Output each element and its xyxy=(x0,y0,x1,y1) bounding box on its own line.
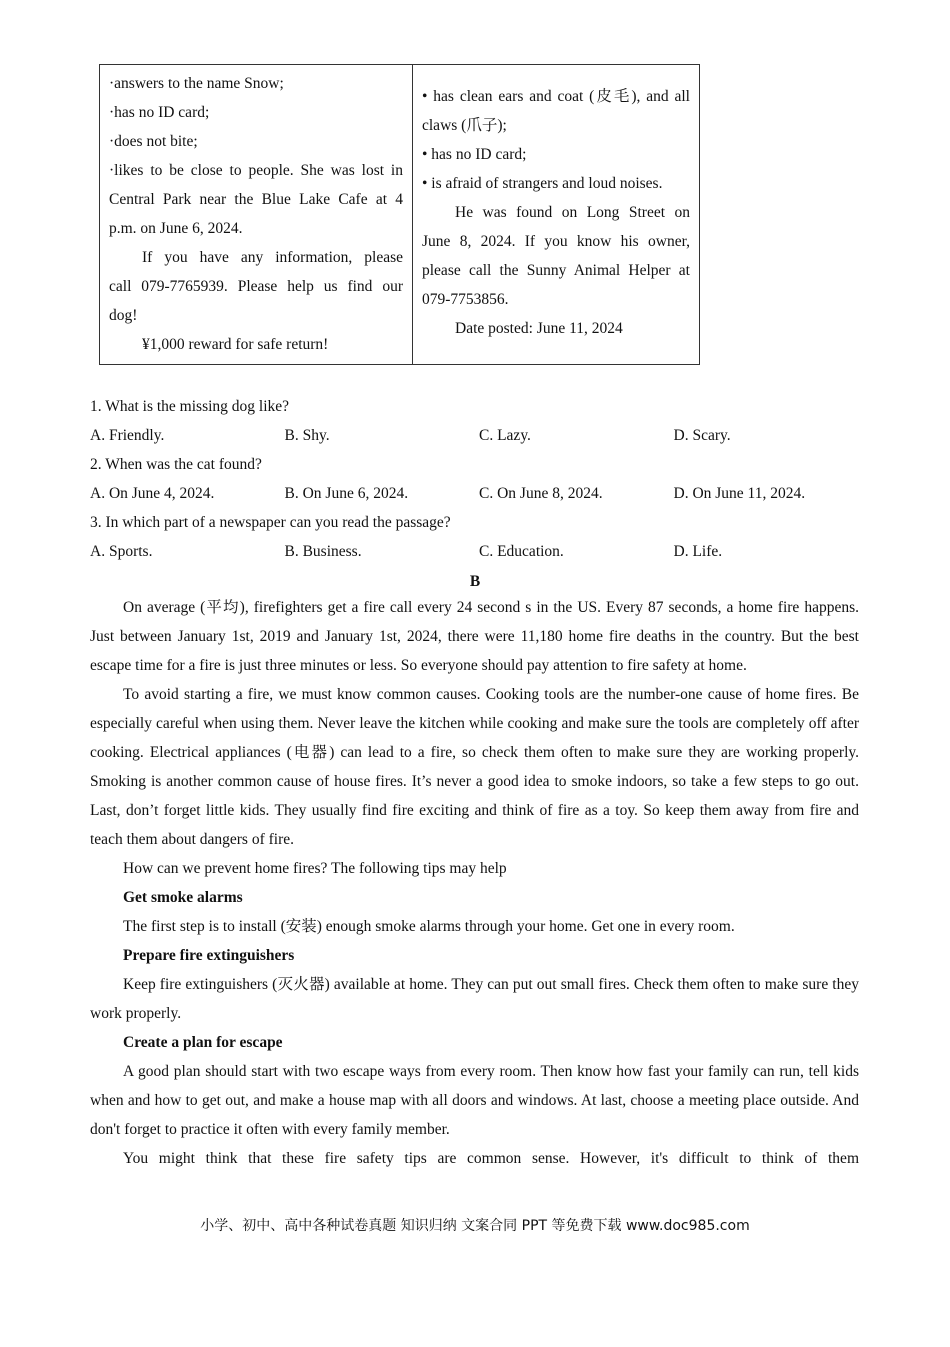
paragraph: To avoid starting a fire, we must know common causes. Cooking tools are the number-one cause of home fires. Be especially careful when using them. Never leave the kitchen while cooking and make sure the tools are completely off after cooking. Electrical appliances (电器) can lead to a fire, so check them often to make sure they are working properly. Smoking is another common cause of house fires. It’s never a good idea to smoke indoors, so take a few steps to go out. Last, don’t forget little kids. They usually find fire exciting and think of fire as a toy. So keep them away from fire and teach them about dangers of fire. xyxy=(90,686,859,848)
option-b: B. Business. xyxy=(284,543,362,560)
notice-line: June 8, 2024. If you know his owner, xyxy=(422,233,690,250)
footer-watermark: 小学、初中、高中各种试卷真题 知识归纳 文案合同 PPT 等免费下载 www.doc985.com xyxy=(200,1218,750,1234)
question-2: 2. When was the cat found? xyxy=(90,456,262,473)
option-c: C. Lazy. xyxy=(479,427,531,444)
question-3: 3. In which part of a newspaper can you read the passage? xyxy=(90,514,451,531)
notice-line: call 079-7765939. Please help us find our xyxy=(109,278,403,295)
found-cat-notice-cell xyxy=(413,65,699,364)
paragraph: You might think that these fire safety tips are common sense. However, it's difficult to think of them xyxy=(123,1150,859,1167)
notice-line: • is afraid of strangers and loud noises. xyxy=(422,175,663,192)
option-d: D. On June 11, 2024. xyxy=(673,485,806,502)
option-b: B. Shy. xyxy=(284,427,330,444)
notice-line: ·does not bite; xyxy=(109,133,198,150)
option-b: B. On June 6, 2024. xyxy=(284,485,409,502)
notice-line: 079-7753856. xyxy=(422,291,509,308)
notice-line: ·answers to the name Snow; xyxy=(109,75,284,92)
notice-line: He was found on Long Street on xyxy=(455,204,690,221)
tip-heading: Prepare fire extinguishers xyxy=(123,947,295,964)
question-1-options xyxy=(90,421,870,450)
paragraph: On average (平均), firefighters get a fire call every 24 second s in the US. Every 87 seconds, a home fire happens. Just between January 1st, 2019 and January 1st, 2024, there were 11,180 home fire deaths in the country. But the best escape time for a fire is just three minutes or less. So everyone should pay attention to fire safety at home. xyxy=(90,599,859,674)
option-d: D. Scary. xyxy=(673,427,731,444)
notice-line: p.m. on June 6, 2024. xyxy=(109,220,243,237)
paragraph: How can we prevent home fires? The following tips may help xyxy=(123,860,507,877)
paragraph: Keep fire extinguishers (灭火器) available at home. They can put out small fires. Check them often to make sure they work properly. xyxy=(90,976,859,1022)
notice-line: please call the Sunny Animal Helper at xyxy=(422,262,690,279)
question-3-options xyxy=(90,537,870,566)
tip-heading: Get smoke alarms xyxy=(123,889,243,906)
notice-line: claws (爪子); xyxy=(422,117,507,134)
notice-line: ·has no ID card; xyxy=(109,104,210,121)
notice-line: ·likes to be close to people. She was lost in xyxy=(109,162,403,179)
lost-found-notice-table xyxy=(99,64,700,365)
section-b-title: B xyxy=(469,573,481,590)
date-posted-line: Date posted: June 11, 2024 xyxy=(455,320,623,337)
lost-dog-notice-cell xyxy=(100,65,413,364)
option-a: A. On June 4, 2024. xyxy=(90,485,215,502)
option-a: A. Sports. xyxy=(90,543,153,560)
question-1: 1. What is the missing dog like? xyxy=(90,398,290,415)
option-d: D. Life. xyxy=(673,543,723,560)
notice-line: • has no ID card; xyxy=(422,146,527,163)
option-c: C. Education. xyxy=(479,543,564,560)
paragraph: The first step is to install (安装) enough smoke alarms through your home. Get one in every room. xyxy=(123,918,735,935)
question-list xyxy=(90,392,870,566)
option-a: A. Friendly. xyxy=(90,427,165,444)
notice-line: • has clean ears and coat (皮毛), and all xyxy=(422,88,690,105)
paragraph: A good plan should start with two escape ways from every room. Then know how fast your family can run, tell kids when and how to get out, and make a house map with all doors and windows. At last, choose a meeting place outside. And don't forget to practice it often with every family member. xyxy=(90,1063,859,1138)
notice-line: If you have any information, please xyxy=(142,249,403,266)
option-c: C. On June 8, 2024. xyxy=(479,485,603,502)
reward-line: ¥1,000 reward for safe return! xyxy=(142,336,329,353)
notice-line: dog! xyxy=(109,307,138,324)
notice-line: Central Park near the Blue Lake Cafe at 4 xyxy=(109,191,403,208)
passage-b xyxy=(90,593,859,1173)
question-2-options xyxy=(90,479,870,508)
tip-heading: Create a plan for escape xyxy=(123,1034,283,1051)
